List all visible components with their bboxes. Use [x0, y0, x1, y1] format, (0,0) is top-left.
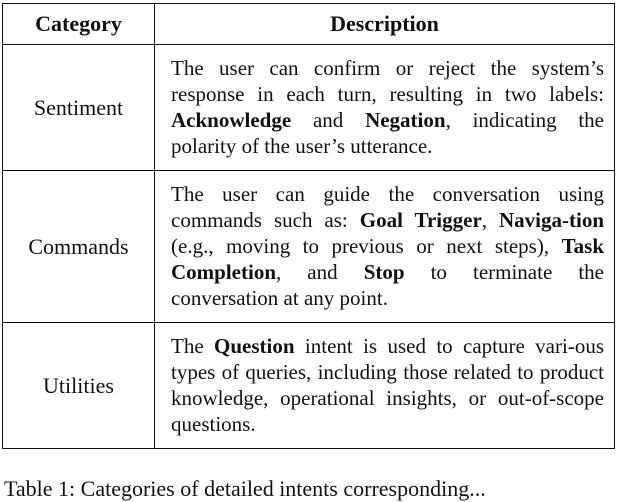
description-text: , indicating the polarity of the user’s utterance.	[171, 108, 605, 158]
table-row	[3, 45, 615, 171]
table-header-row	[3, 4, 615, 45]
category-cell: Utilities	[3, 323, 155, 449]
intent-label: Task Completion	[171, 234, 604, 284]
intent-category-table	[2, 3, 615, 449]
table-row	[3, 171, 615, 323]
description-cell	[155, 323, 615, 449]
intent-label: Negation	[365, 108, 446, 132]
category-cell: Commands	[3, 171, 155, 323]
table-row	[3, 323, 615, 449]
description-text: (e.g., moving to previous or next steps),	[171, 234, 562, 258]
category-cell: Sentiment	[3, 45, 155, 171]
header-category: Category	[3, 4, 155, 45]
description-text: , and	[276, 260, 364, 284]
description-text: and	[291, 108, 366, 132]
description-text: The	[171, 334, 215, 358]
intent-label: Acknowledge	[171, 108, 292, 132]
description-text: to terminate the conversation at any point.	[171, 260, 604, 310]
intent-label: Naviga-tion	[499, 208, 604, 232]
description-text: intent is used to capture vari-ous types of queries, including those related to product knowledge, operational insights, or out-of-scope questions.	[171, 334, 604, 436]
description-text: The user can confirm or reject the system’s response in each turn, resulting in two labels:	[171, 56, 604, 106]
description-cell	[155, 45, 615, 171]
intent-label: Question	[214, 334, 295, 358]
intent-label: Goal Trigger	[359, 208, 482, 232]
description-cell	[155, 171, 615, 323]
description-text: The user can guide the conversation using commands such as:	[171, 182, 604, 232]
intent-label: Stop	[363, 260, 405, 284]
table-caption: Table 1: Categories of detailed intents corresponding...	[4, 476, 486, 501]
header-description: Description	[155, 4, 615, 45]
description-text: ,	[481, 208, 499, 232]
